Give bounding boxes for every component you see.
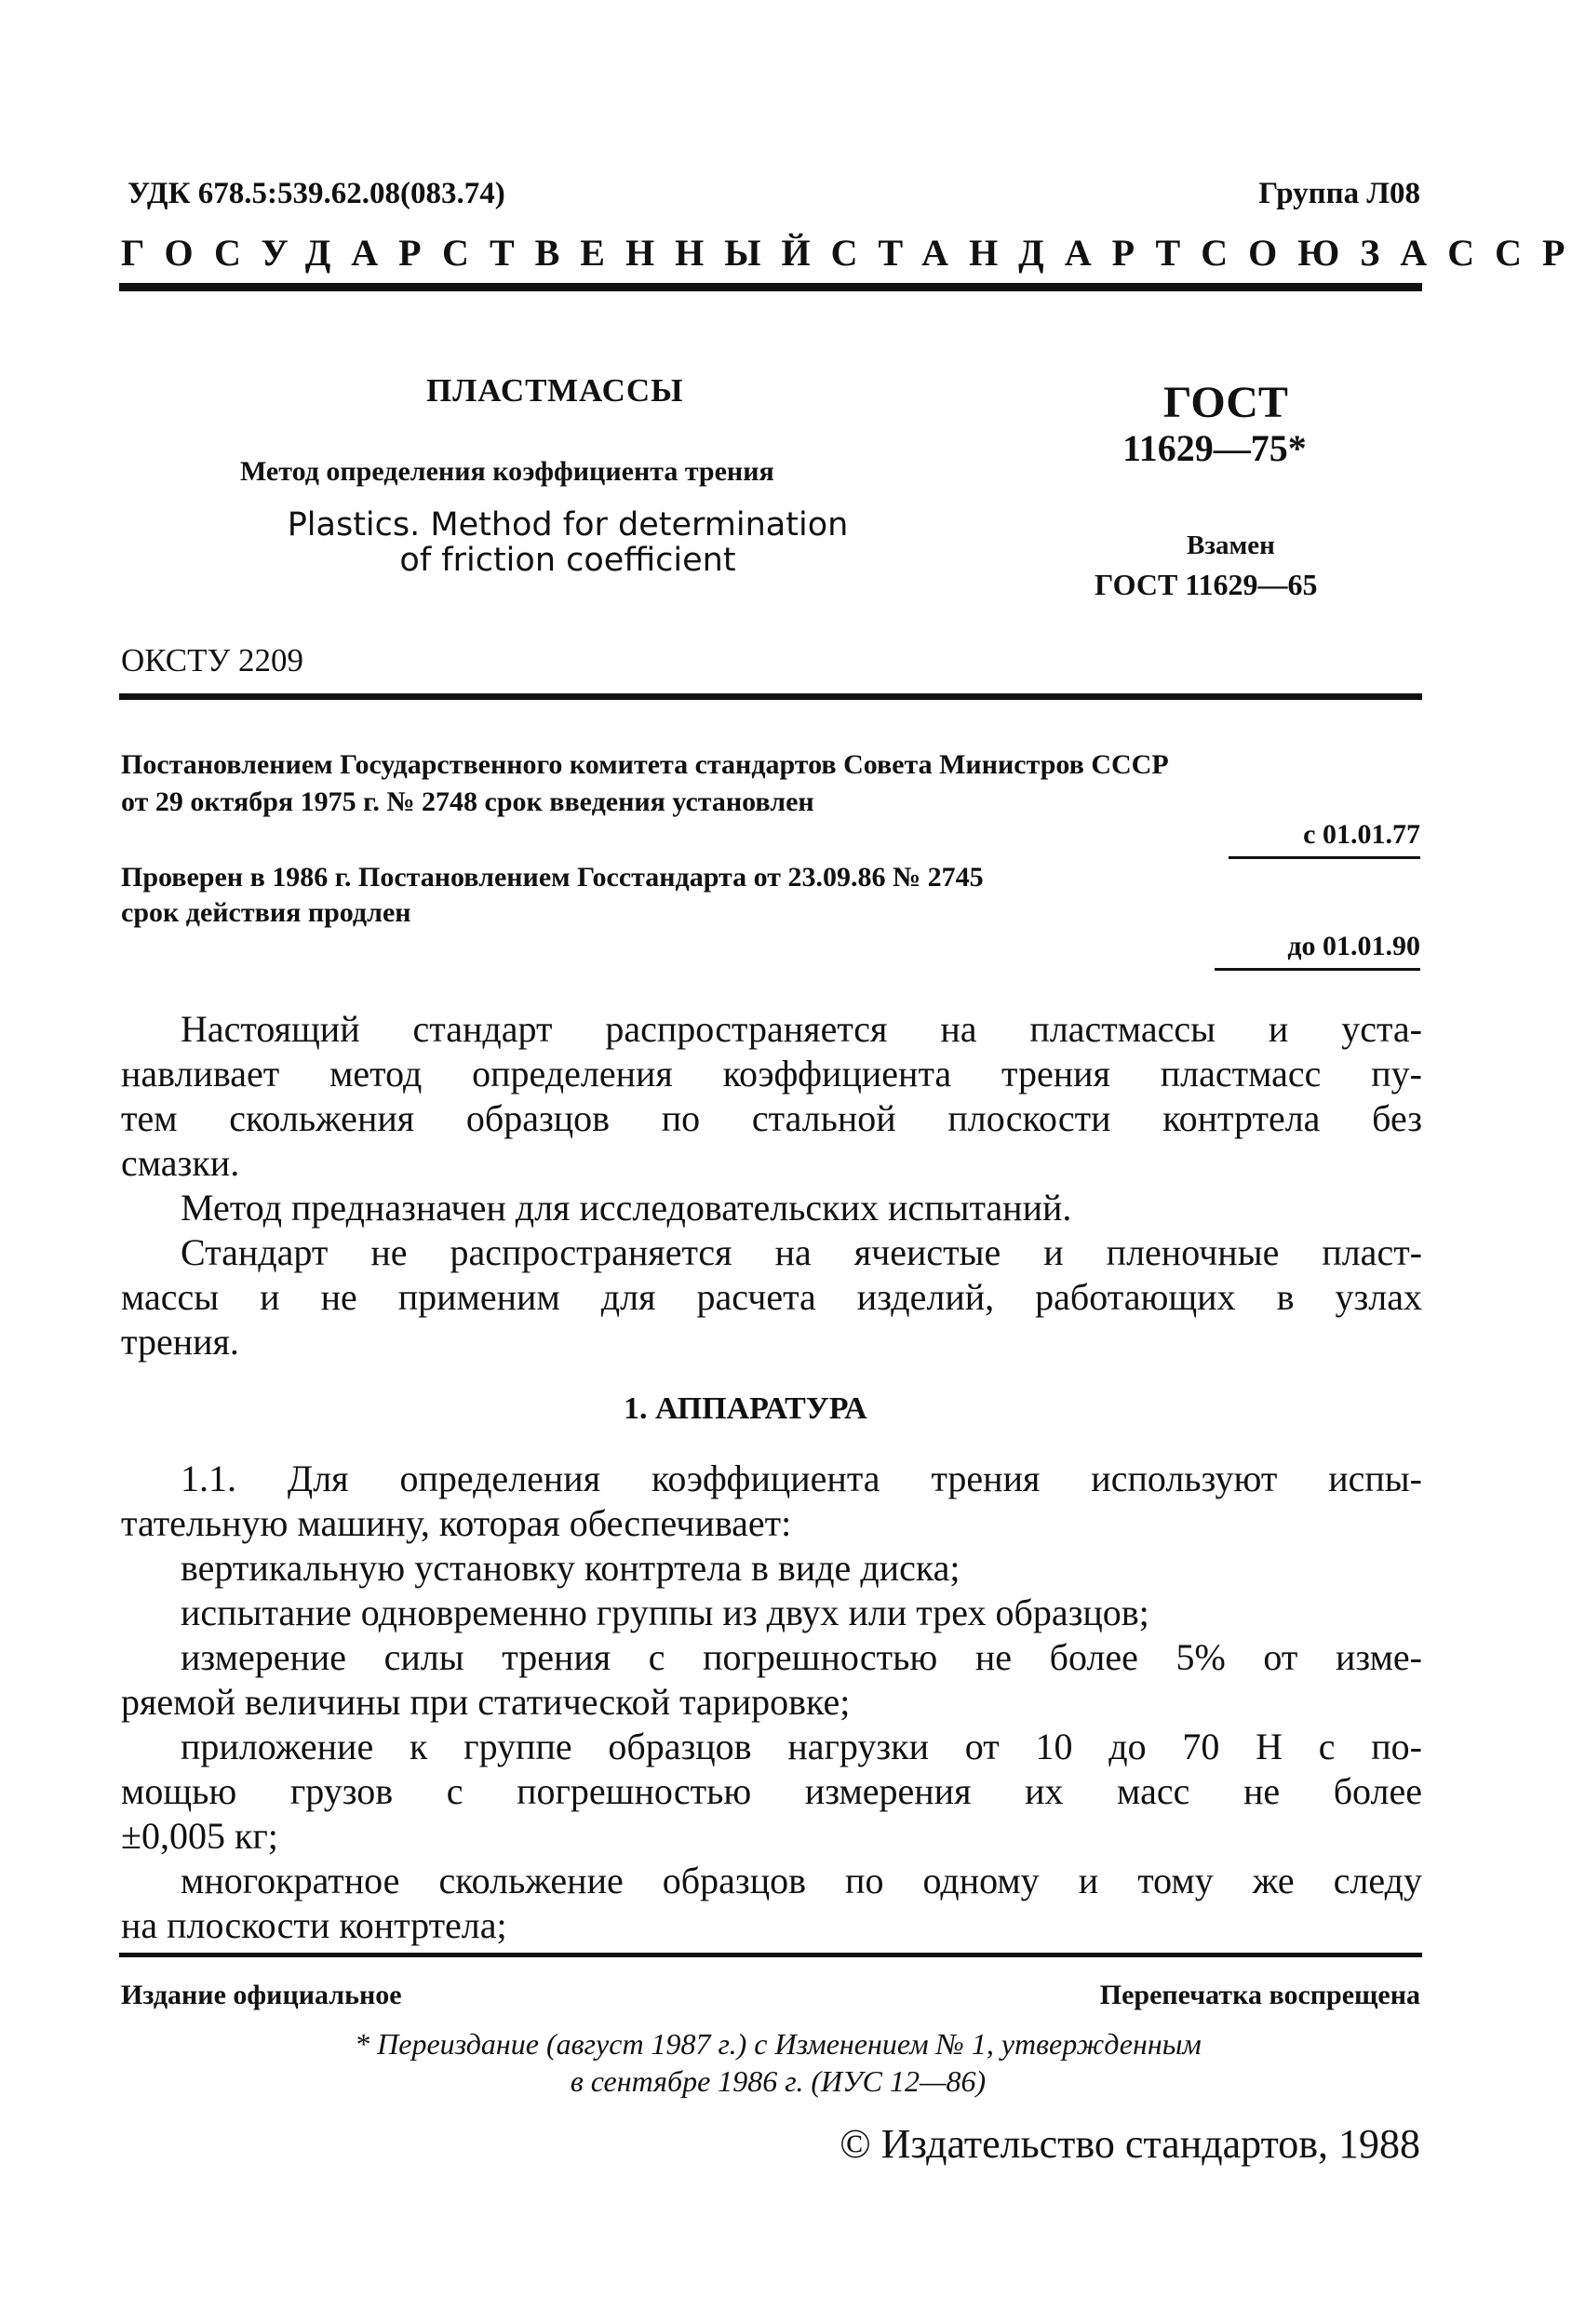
list-item: многократное скольжение образцов по одному и тому же следу [181,1860,1422,1901]
body-line: смазки. [121,1142,240,1184]
body-line: 1.1. Для определения коэффициента трения используют испы- [181,1458,1422,1499]
reissue-note [238,2025,1318,2100]
gost-number: 11629—75* [1122,427,1307,469]
body-line: тательную машину, которая обеспечивает: [121,1502,792,1544]
group-code: Группа Л08 [1258,177,1420,210]
decree-line: Постановлением Государственного комитета стандартов Совета Министров СССР [121,749,1169,780]
effective-date-rule [1229,856,1420,859]
subject-title: ПЛАСТМАССЫ [426,372,684,409]
state-title-word: СОЮЗА [1201,232,1448,274]
list-item: приложение к группе образцов нагрузки от 10 до 70 Н с по- [181,1726,1422,1767]
replaces-number: ГОСТ 11629—65 [1095,568,1318,601]
extended-date: до 01.01.90 [1287,931,1420,961]
official-edition: Издание официальное [121,1980,402,2010]
reissue-line: * Переиздание (август 1987 г.) с Изменением № 1, утвержденным [355,2027,1202,2061]
body-text [121,1007,1422,1364]
method-title-ru: Метод определения коэффициента трения [240,456,774,487]
list-item: мощью грузов с погрешностью измерения их масс не более [121,1770,1422,1812]
body-line: навливает метод определения коэффициента трения пластмасс пу- [121,1053,1422,1095]
body-line: трения. [121,1321,239,1363]
effective-date: с 01.01.77 [1303,819,1420,850]
body-line: Настоящий стандарт распространяется на пластмассы и уста- [181,1008,1422,1050]
list-item: измерение силы трения с погрешностью не более 5% от изме- [181,1636,1422,1678]
list-item: ряемой величины при статической тарировке; [121,1681,851,1723]
state-standard-title [121,231,1585,275]
okstu-code: ОКСТУ 2209 [121,642,304,678]
decree-line: от 29 октября 1975 г. № 2748 срок введения установлен [121,786,814,817]
list-item: испытание одновременно группы из двух или трех образцов; [181,1592,1149,1633]
title-rule [119,693,1422,700]
extended-date-rule [1215,968,1420,971]
header-rule [119,283,1422,291]
checked-line: срок действия продлен [121,897,411,928]
state-title-word: ССР [1447,232,1585,274]
footer-rule [119,1953,1422,1957]
udk-code: УДК 678.5:539.62.08(083.74) [128,177,505,210]
method-title-en [261,507,875,578]
state-title-word: ГОСУДАРСТВЕННЫЙ [121,232,831,274]
purpose-line: Метод предназначен для исследовательских испытаний. [181,1187,1072,1229]
body-line: Стандарт не распространяется на ячеистые и пленочные пласт- [181,1231,1422,1273]
list-item: вертикальную установку контртела в виде диска; [181,1547,960,1589]
list-item: ±0,005 кг; [121,1815,278,1857]
gost-label: ГОСТ [1163,378,1288,427]
section-heading: 1. АППАРАТУРА [624,1391,867,1426]
list-item: на плоскости контртела; [121,1904,507,1946]
reprint-prohibited: Перепечатка воспрещена [1099,1980,1420,2010]
state-title-word: СТАНДАРТ [830,232,1202,274]
copyright: © Издательство стандартов, 1988 [840,2121,1420,2167]
apparatus-text [121,1457,1422,1948]
body-line: массы и не применим для расчета изделий, работающих в узлах [121,1276,1422,1318]
method-title-en-line: of friction coefficient [399,542,736,579]
reissue-line: в сентябре 1986 г. (ИУС 12—86) [570,2064,987,2098]
checked-line: Проверен в 1986 г. Постановлением Госстандарта от 23.09.86 № 2745 [121,862,984,893]
method-title-en-line: Plastics. Method for determination [287,506,849,544]
body-line: тем скольжения образцов по стальной плоскости контртела без [121,1097,1422,1139]
replaces-label: Взамен [1187,531,1275,560]
